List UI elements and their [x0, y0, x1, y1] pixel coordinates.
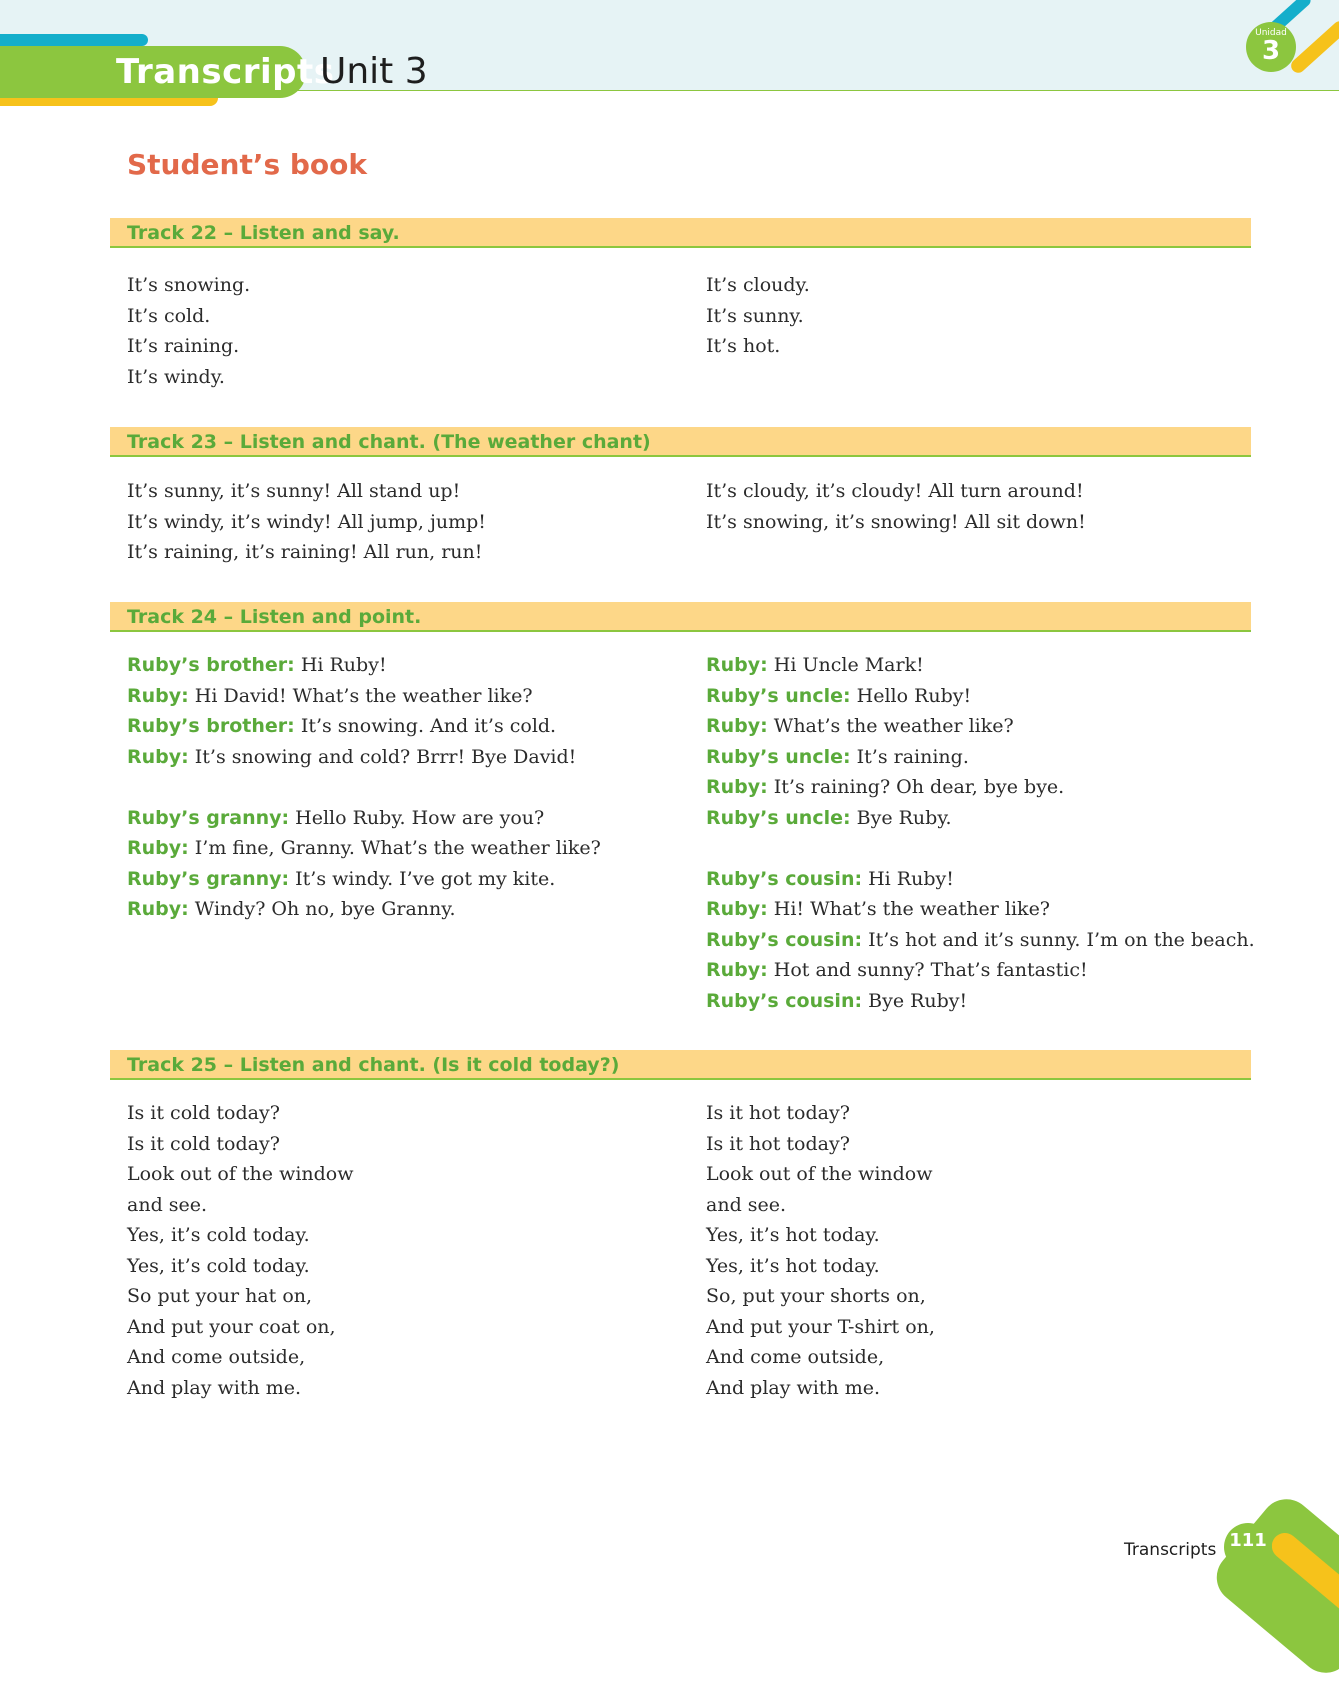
unit-title: Unit 3 — [320, 51, 428, 92]
transcript-line: It’s raining, it’s raining! All run, run! — [127, 541, 483, 563]
track-23-left-column — [127, 476, 687, 568]
transcript-line: Yes, it’s cold today. — [127, 1224, 310, 1246]
dialogue-text: Hello Ruby! — [850, 684, 972, 707]
dialogue-text: It’s raining? Oh dear, bye bye. — [767, 776, 1065, 798]
transcript-line: It’s windy, it’s windy! All jump, jump! — [127, 510, 486, 533]
transcript-line: Is it hot today? — [706, 1102, 850, 1124]
dialogue-text: It’s snowing. And it’s cold. — [294, 715, 557, 737]
track-24-left-column — [127, 650, 687, 925]
dialogue-gap — [127, 772, 687, 803]
track-title: Track 22 – Listen and say. — [127, 222, 400, 244]
transcript-line: It’s cold. — [127, 304, 211, 327]
transcript-line: And play with me. — [706, 1376, 881, 1399]
transcript-line: and see. — [706, 1193, 787, 1216]
transcript-line: So, put your shorts on, — [706, 1285, 926, 1307]
dialogue-line — [706, 925, 1266, 956]
transcript-line: It’s cloudy. — [706, 274, 810, 296]
dialogue-text: Windy? Oh no, bye Granny. — [188, 898, 456, 920]
transcript-line: It’s snowing. — [127, 274, 251, 296]
speaker-name: Ruby’s cousin: — [706, 928, 863, 951]
dialogue-text: It’s windy. I’ve got my kite. — [289, 867, 556, 890]
speaker-name: Ruby: — [127, 684, 189, 707]
page-title: Transcripts — [116, 52, 335, 92]
transcript-line: It’s raining. — [127, 335, 240, 357]
dialogue-text: Hi! What’s the weather like? — [767, 898, 1050, 920]
dialogue-text: Hi Uncle Mark! — [767, 654, 924, 676]
track-header-23 — [110, 427, 1251, 457]
dialogue-text: Bye Ruby. — [850, 806, 952, 829]
page-number: 111 — [1229, 1530, 1267, 1551]
transcript-line: It’s windy. — [127, 365, 225, 388]
track-header-22 — [110, 218, 1251, 248]
dialogue-text: It’s hot and it’s sunny. I’m on the beach. — [862, 928, 1255, 951]
track-23-right-column — [706, 476, 1266, 537]
dialogue-text: What’s the weather like? — [767, 715, 1014, 737]
speaker-name: Ruby’s cousin: — [706, 867, 863, 890]
track-25-left-column — [127, 1098, 687, 1403]
speaker-name: Ruby’s uncle: — [706, 684, 851, 707]
transcript-line: And put your T-shirt on, — [706, 1315, 935, 1338]
dialogue-text: Hi David! What’s the weather like? — [188, 684, 533, 707]
dialogue-line — [706, 711, 1266, 742]
transcript-line: Yes, it’s hot today. — [706, 1224, 880, 1246]
unit-badge-label: Unidad — [1255, 28, 1287, 38]
speaker-name: Ruby’s uncle: — [706, 806, 851, 829]
dialogue-text: I’m fine, Granny. What’s the weather like? — [188, 837, 601, 859]
transcript-line: It’s hot. — [706, 335, 781, 357]
dialogue-gap — [706, 833, 1266, 864]
dialogue-line — [127, 864, 687, 895]
transcript-line: And come outside, — [127, 1346, 306, 1368]
dialogue-text: It’s snowing and cold? Brrr! Bye David! — [188, 745, 577, 768]
dialogue-line — [127, 894, 687, 925]
transcript-line: Is it cold today? — [127, 1132, 280, 1155]
dialogue-line — [127, 650, 687, 681]
dialogue-text: It’s raining. — [850, 745, 969, 768]
dialogue-text: Hi Ruby! — [294, 654, 387, 676]
dialogue-line — [127, 711, 687, 742]
speaker-name: Ruby: — [706, 715, 768, 737]
track-title: Track 24 – Listen and point. — [127, 606, 422, 628]
transcript-line: Look out of the window — [127, 1163, 354, 1185]
transcript-line: And put your coat on, — [127, 1315, 336, 1338]
speaker-name: Ruby: — [706, 898, 768, 920]
transcript-line: Look out of the window — [706, 1163, 933, 1185]
transcript-line: It’s snowing, it’s snowing! All sit down! — [706, 510, 1086, 533]
decor-stripe-blue — [0, 34, 148, 46]
section-title: Student’s book — [127, 148, 368, 181]
track-22-left-column — [127, 270, 687, 392]
speaker-name: Ruby’s granny: — [127, 867, 290, 890]
speaker-name: Ruby: — [127, 745, 189, 768]
dialogue-line — [127, 681, 687, 712]
dialogue-line — [706, 955, 1266, 986]
dialogue-line — [706, 772, 1266, 803]
dialogue-text: Hello Ruby. How are you? — [289, 806, 545, 829]
transcript-line: It’s cloudy, it’s cloudy! All turn around! — [706, 480, 1084, 502]
speaker-name: Ruby: — [706, 776, 768, 798]
track-title: Track 23 – Listen and chant. (The weather chant) — [127, 431, 651, 453]
dialogue-text: Bye Ruby! — [862, 989, 968, 1012]
footer-label: Transcripts — [1124, 1540, 1217, 1560]
dialogue-line — [706, 894, 1266, 925]
track-header-24 — [110, 602, 1251, 632]
transcript-line: And play with me. — [127, 1376, 302, 1399]
speaker-name: Ruby: — [706, 959, 768, 981]
speaker-name: Ruby’s granny: — [127, 806, 290, 829]
dialogue-line — [127, 833, 687, 864]
transcript-line: It’s sunny. — [706, 304, 804, 327]
dialogue-line — [127, 742, 687, 773]
transcript-line: Is it hot today? — [706, 1132, 850, 1155]
unit-badge-number: 3 — [1261, 36, 1281, 66]
speaker-name: Ruby: — [127, 837, 189, 859]
unit-badge — [1246, 22, 1296, 72]
speaker-name: Ruby’s brother: — [127, 715, 295, 737]
transcript-line: It’s sunny, it’s sunny! All stand up! — [127, 480, 461, 502]
track-24-right-column — [706, 650, 1266, 1016]
dialogue-line — [706, 681, 1266, 712]
track-22-right-column — [706, 270, 1266, 362]
dialogue-line — [706, 864, 1266, 895]
speaker-name: Ruby: — [706, 654, 768, 676]
transcript-line: So put your hat on, — [127, 1285, 313, 1307]
dialogue-line — [127, 803, 687, 834]
transcript-line: Is it cold today? — [127, 1102, 280, 1124]
transcript-line: Yes, it’s cold today. — [127, 1254, 310, 1277]
speaker-name: Ruby’s brother: — [127, 654, 295, 676]
dialogue-text: Hot and sunny? That’s fantastic! — [767, 959, 1088, 981]
speaker-name: Ruby’s uncle: — [706, 745, 851, 768]
transcript-line: Yes, it’s hot today. — [706, 1254, 880, 1277]
dialogue-text: Hi Ruby! — [862, 867, 954, 890]
track-title: Track 25 – Listen and chant. (Is it cold today?) — [127, 1054, 620, 1076]
speaker-name: Ruby: — [127, 898, 189, 920]
track-25-right-column — [706, 1098, 1266, 1403]
dialogue-line — [706, 650, 1266, 681]
transcript-line: and see. — [127, 1193, 208, 1216]
dialogue-line — [706, 803, 1266, 834]
speaker-name: Ruby’s cousin: — [706, 989, 863, 1012]
dialogue-line — [706, 742, 1266, 773]
dialogue-line — [706, 986, 1266, 1017]
transcript-line: And come outside, — [706, 1346, 885, 1368]
track-header-25 — [110, 1050, 1251, 1080]
